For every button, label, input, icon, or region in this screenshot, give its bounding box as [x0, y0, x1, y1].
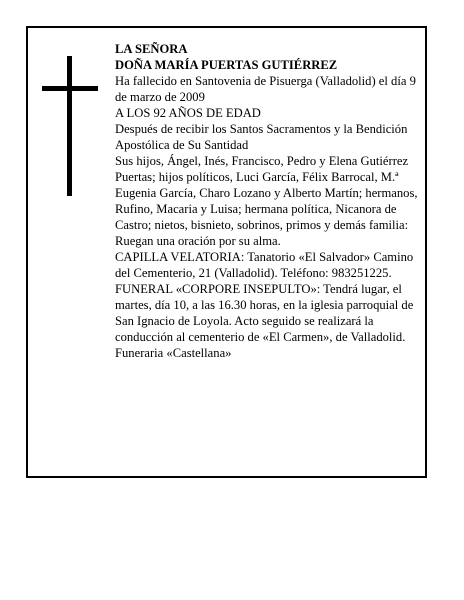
- deceased-name: DOÑA MARÍA PUERTAS GUTIÉRREZ: [115, 58, 338, 72]
- family-list: Sus hijos, Ángel, Inés, Francisco, Pedro y Elena Gutiérrez Puertas; hijos políticos, Luci García, Félix Barrocal, M.ª Eugenia García, Charo Lozano y Alberto Martín; hermanos, Rufino, Macaria y Luisa; hermana política, Nicanora de Castro; nietos, bisnieto, sobrinos, primos y demás familia:: [115, 154, 418, 232]
- funeral-details: FUNERAL «CORPORE INSEPULTO»: Tendrá lugar, el martes, día 10, a las 16.30 horas, en la iglesia parroquial de San Ignacio de Loyola. Acto seguido se realizará la conducción al cementerio de «El Carmen», de Valladolid.: [115, 282, 414, 344]
- cross-vertical-bar: [67, 56, 72, 196]
- funeral-home: Funeraria «Castellana»: [115, 346, 232, 360]
- obituary-notice: [26, 26, 427, 478]
- notice-text: [115, 41, 420, 361]
- notice-title: LA SEÑORA: [115, 42, 188, 56]
- death-details: Ha fallecido en Santovenia de Pisuerga (Valladolid) el día 9 de marzo de 2009: [115, 74, 416, 104]
- cross-icon: [42, 56, 98, 196]
- sacraments-line: Después de recibir los Santos Sacramentos y la Bendición Apostólica de Su Santidad: [115, 122, 408, 152]
- prayer-request: Ruegan una oración por su alma.: [115, 234, 281, 248]
- chapel-details: CAPILLA VELATORIA: Tanatorio «El Salvador» Camino del Cementerio, 21 (Valladolid). Teléfono: 983251225.: [115, 250, 414, 280]
- cross-horizontal-bar: [42, 86, 98, 91]
- age-line: A LOS 92 AÑOS DE EDAD: [115, 106, 261, 120]
